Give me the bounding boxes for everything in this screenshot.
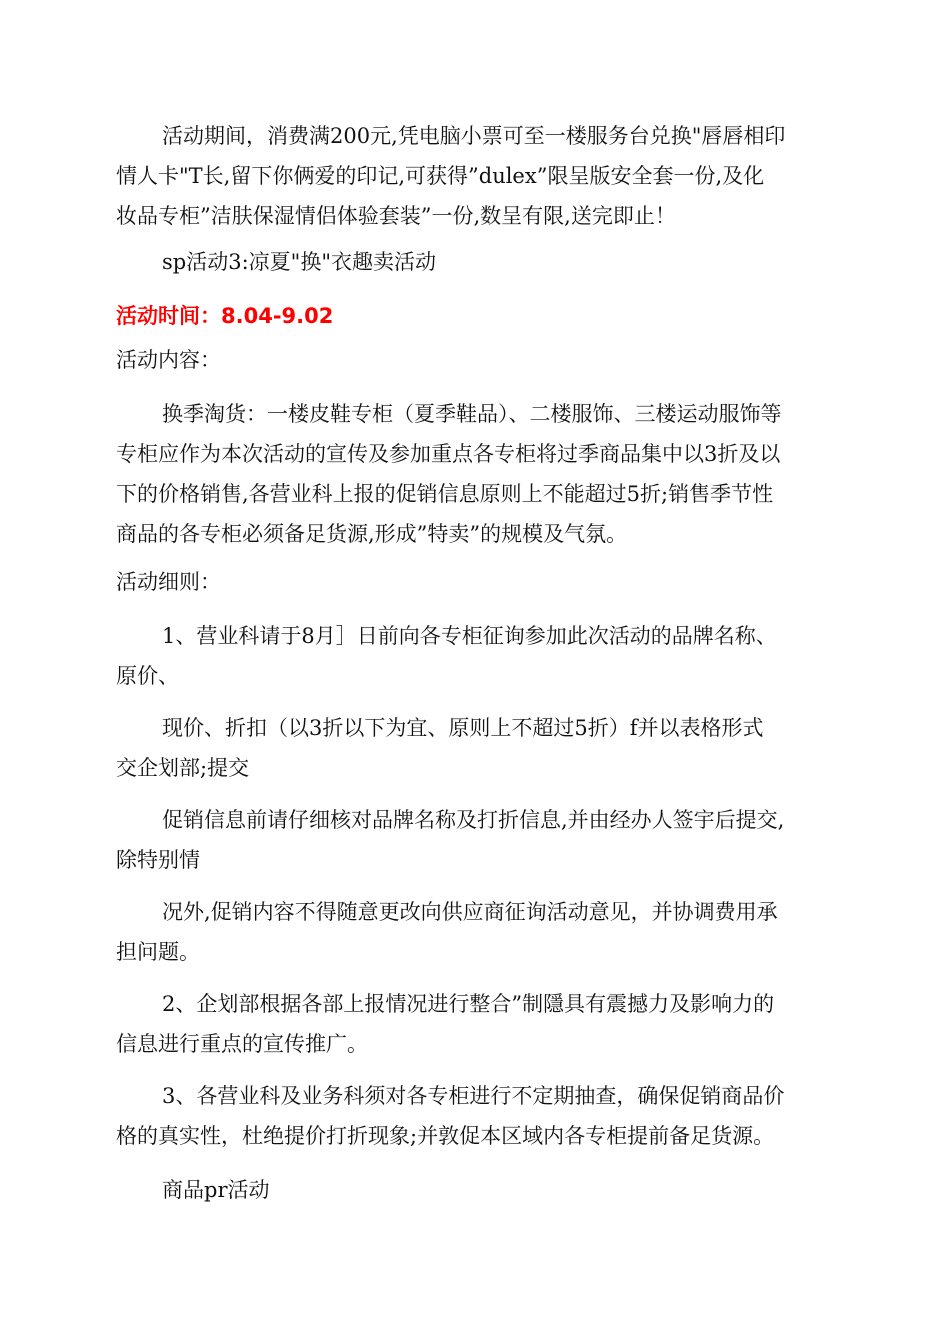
product-pr-heading <box>116 1170 836 1210</box>
text-line: 活动内容： <box>116 348 221 372</box>
rule-1 <box>116 616 836 696</box>
text-line: 除特别情 <box>116 848 200 872</box>
text-line: 商品的各专柜必须备足货源,形成”特卖”的规模及气氛。 <box>116 522 628 546</box>
paragraph-season-clearance <box>116 394 836 554</box>
text-line: 交企划部;提交 <box>116 756 250 780</box>
text-line: 专柜应作为本次活动的宣传及参加重点各专柜将过季商品集中以3折及以 <box>116 442 781 466</box>
rule-1-exception <box>116 892 836 972</box>
text-line: 活动期间，消费满200元,凭电脑小票可至一楼服务台兑换"唇唇相印 <box>162 124 786 148</box>
activity-3-heading <box>116 242 836 282</box>
activity-rules-label <box>116 562 836 602</box>
paragraph-valentine-gift <box>116 116 836 236</box>
text-line: sp活动3:凉夏"换"衣趣卖活动 <box>162 250 436 274</box>
text-line: 2、企划部根据各部上报情况进行整合”制隱具有震撼力及影响力的 <box>162 992 775 1016</box>
rule-3 <box>116 1076 836 1156</box>
rule-1-continued <box>116 708 836 788</box>
activity-content-label <box>116 340 836 380</box>
rule-2 <box>116 984 836 1064</box>
text-line: 促销信息前请仔细核对品牌名称及打折信息,并由经办人签宇后提交, <box>162 808 785 832</box>
text-line: 况外,促销内容不得随意更改向供应商征询活动意见，并协调费用承 <box>162 900 778 924</box>
text-line: 原价、 <box>116 664 179 688</box>
text-line: 担问题。 <box>116 940 200 964</box>
text-line: 信息进行重点的宣传推广。 <box>116 1032 368 1056</box>
rule-1-verification <box>116 800 836 880</box>
text-line: 活动时间：8.04-9.02 <box>116 304 334 328</box>
text-line: 格的真实性，杜绝提价打折现象;并敦促本区域内各专柜提前备足货源。 <box>116 1124 775 1148</box>
text-line: 3、各营业科及业务科须对各专柜进行不定期抽查，确保促销商品价 <box>162 1084 785 1108</box>
text-line: 1、营业科请于8月］日前向各专柜征询参加此次活动的品牌名称、 <box>162 624 777 648</box>
text-line: 商品pr活动 <box>162 1178 270 1202</box>
activity-time <box>116 296 836 336</box>
text-line: 活动细则： <box>116 570 221 594</box>
text-line: 妆品专柜”洁肤保湿情侣体验套装”一份,数呈有限,送完即止！ <box>116 204 676 228</box>
text-line: 换季淘货：一楼皮鞋专柜（夏季鞋品）、二楼服饰、三楼运动服饰等 <box>162 402 782 426</box>
text-line: 现价、折扣（以3折以下为宜、原则上不超过5折）f并以表格形式 <box>162 716 764 740</box>
text-line: 下的价格销售,各营业科上报的促销信息原则上不能超过5折;销售季节性 <box>116 482 774 506</box>
text-line: 情人卡"T长,留下你俩爱的印记,可获得”dulex”限呈版安全套一份,及化 <box>116 164 765 188</box>
